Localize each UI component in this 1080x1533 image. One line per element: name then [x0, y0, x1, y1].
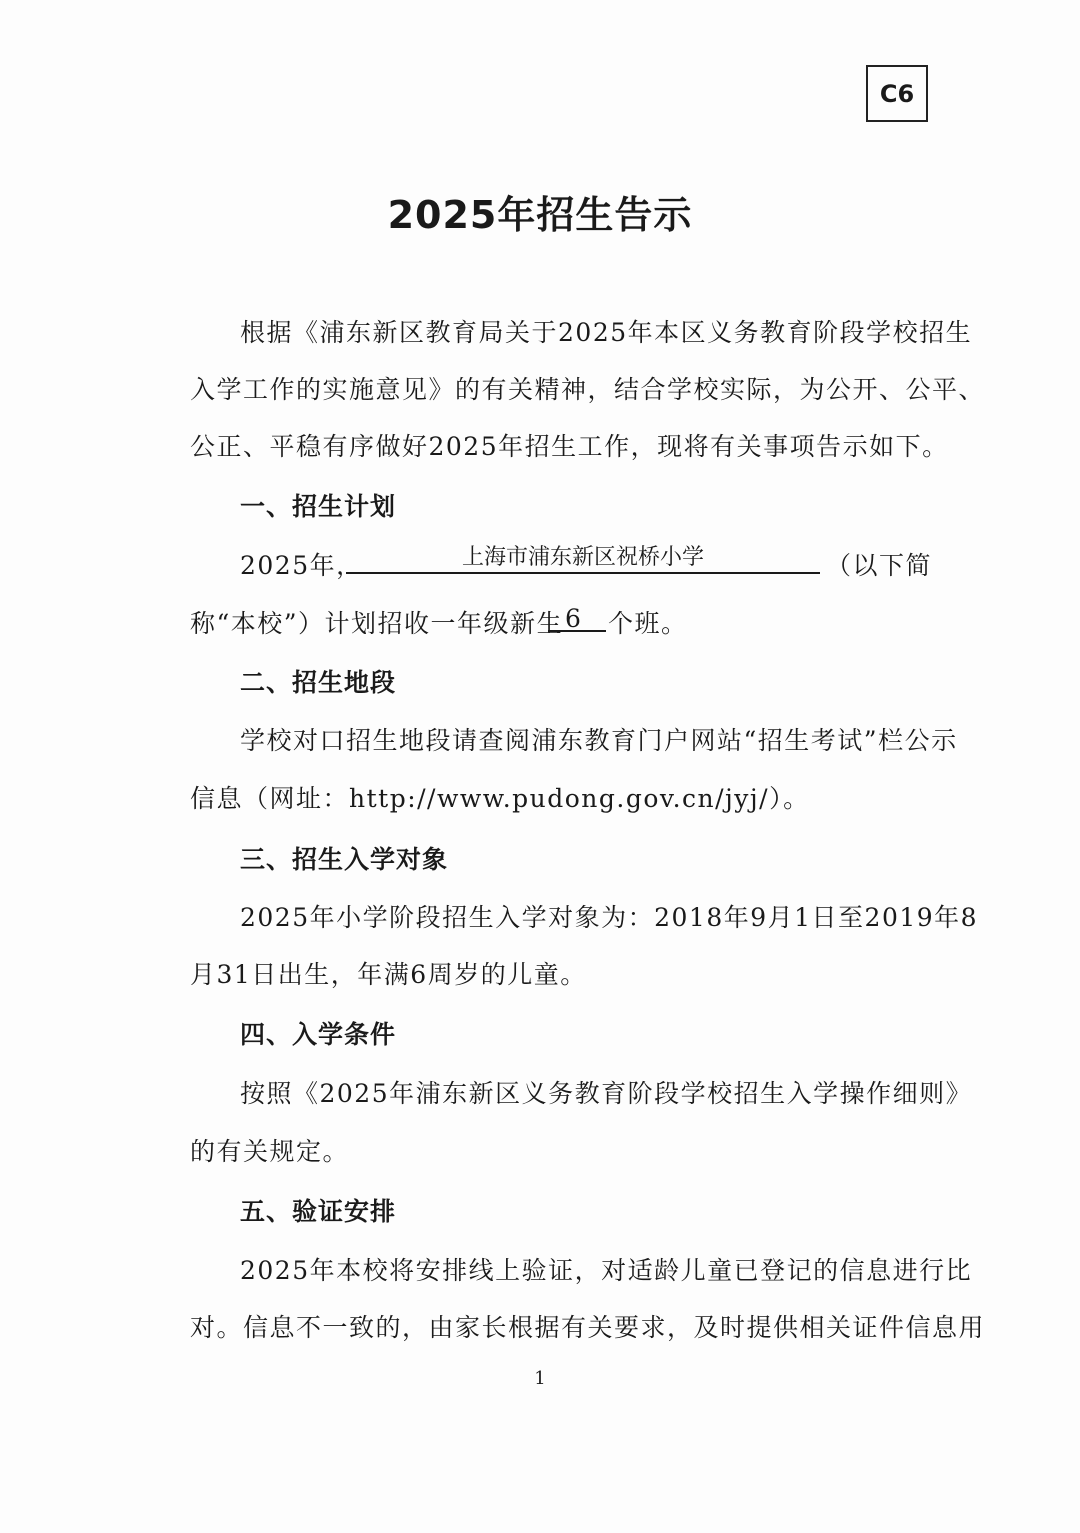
section4-line-2: 的有关规定。 [190, 1137, 350, 1166]
school-name-underline [346, 572, 820, 574]
section2-line-1: 学校对口招生地段请查阅浦东教育门户网站“招生考试”栏公示 [240, 726, 958, 755]
section1-year-prefix: 2025年， [240, 551, 363, 580]
section-heading-enrollment-plan: 一、招生计划 [240, 492, 397, 521]
section1-line2-suffix: 个班。 [608, 609, 688, 638]
section3-line-1: 2025年小学阶段招生入学对象为：2018年9月1日至2019年8 [240, 903, 979, 932]
section4-line-1: 按照《2025年浦东新区义务教育阶段学校招生入学操作细则》 [240, 1079, 973, 1108]
page-title: 2025年招生告示 [387, 193, 693, 237]
section-heading-enrollment-zone: 二、招生地段 [240, 668, 397, 697]
class-count-filled: 6 [565, 604, 581, 633]
intro-line-3: 公正、平稳有序做好2025年招生工作，现将有关事项告示如下。 [190, 432, 949, 461]
page-number: 1 [534, 1368, 546, 1389]
section2-line-2: 信息（网址：http://www.pudong.gov.cn/jyj/）。 [190, 784, 810, 813]
intro-line-2: 入学工作的实施意见》的有关精神，结合学校实际，为公开、公平、 [190, 375, 986, 404]
intro-line-1: 根据《浦东新区教育局关于2025年本区义务教育阶段学校招生 [240, 318, 973, 347]
section5-line-2: 对。信息不一致的，由家长根据有关要求，及时提供相关证件信息用 [190, 1313, 986, 1342]
document-code-box: C6 [866, 65, 928, 122]
section-heading-verification: 五、验证安排 [240, 1197, 397, 1226]
school-name-filled: 上海市浦东新区祝桥小学 [461, 545, 704, 570]
section-heading-eligible-children: 三、招生入学对象 [240, 845, 449, 874]
section1-line2-prefix: 称“本校”）计划招收一年级新生 [190, 609, 564, 638]
section1-suffix: （以下简 [826, 551, 933, 580]
section-heading-admission-conditions: 四、入学条件 [240, 1020, 397, 1049]
section5-line-1: 2025年本校将安排线上验证，对适龄儿童已登记的信息进行比 [240, 1256, 973, 1285]
section3-line-2: 月31日出生，年满6周岁的儿童。 [190, 960, 587, 989]
